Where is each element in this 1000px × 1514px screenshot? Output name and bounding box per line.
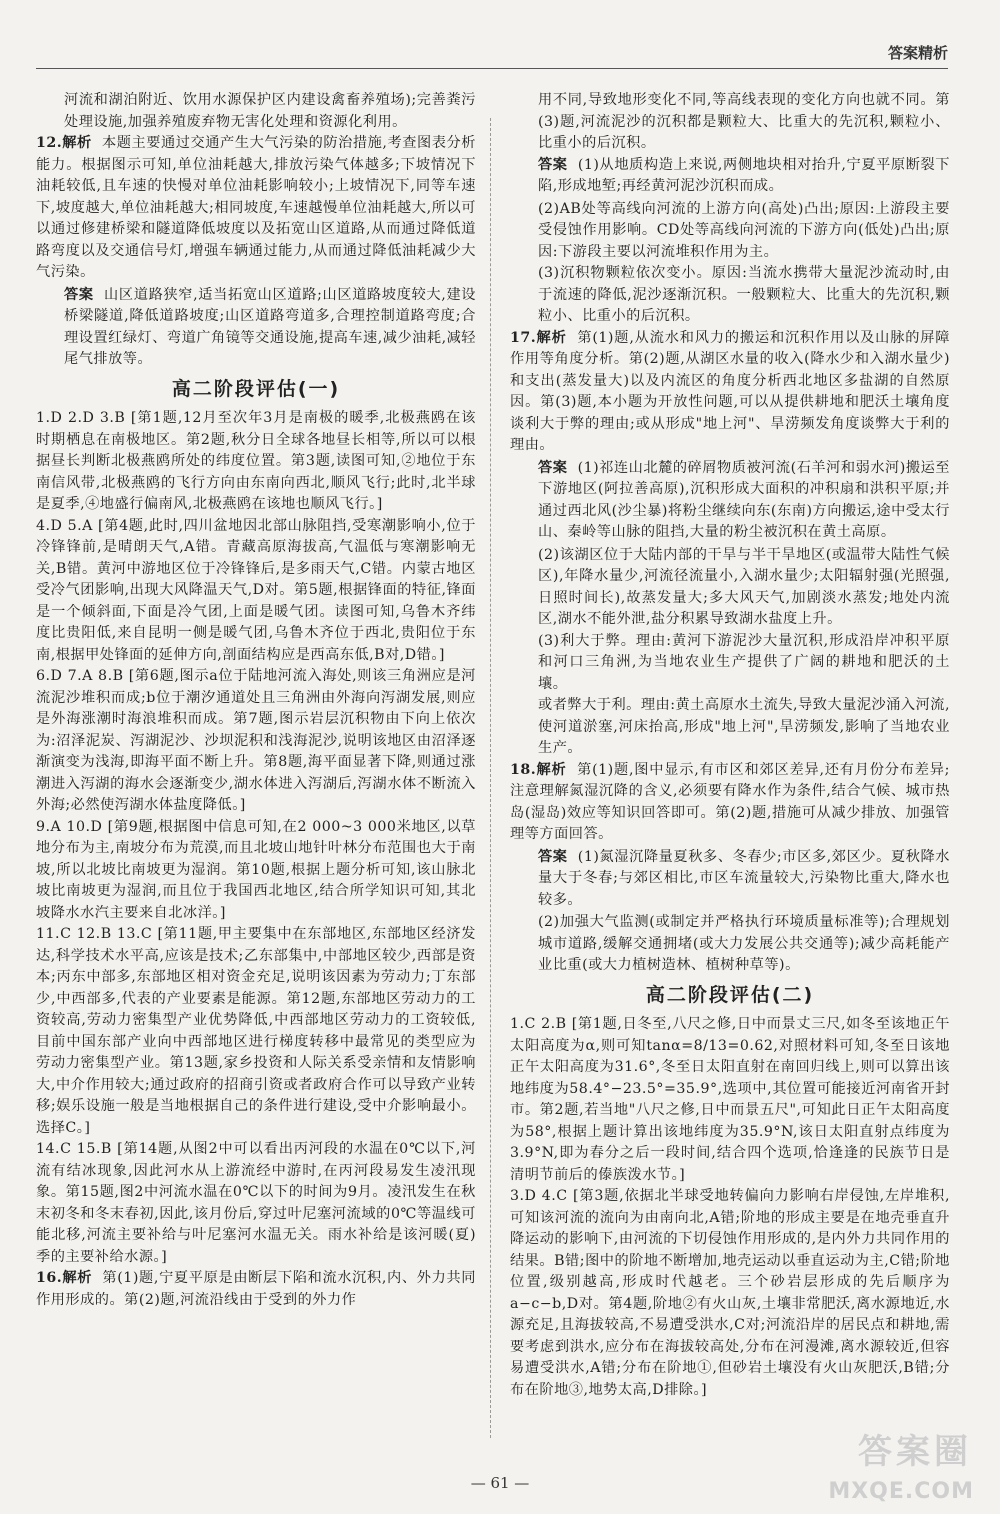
answer-group-6-8: 6.D 7.A 8.B [第6题,图示a位于陆地河流入海处,则该三角洲应是河流泥沙堆积而成;b位于潮汐通道处且三角洲由外海向泻湖发展,则应是外海涨潮时海浪堆积而成。第7题,图示岩层沉积物由下向上依次为:沼泽泥炭、泻湖泥沙、沙坝泥积和浅海泥沙,说明该地区由沼泽逐渐演变为浅海,即海平面不断上升。第8题,海平面显著下降,则通过涨潮进入泻湖的海水会逐渐变少,湖水体进入泻湖后,泻湖水体不断流入外海;必然使泻湖水体盐度降低。] <box>36 668 476 813</box>
answer-text: (1)从地质构造上来说,两侧地块相对抬升,宁夏平原断裂下陷,形成地堑;再经黄河泥沙沉积而成。 <box>538 156 950 194</box>
answer-group-9-10: 9.A 10.D [第9题,根据图中信息可知,在2 000~3 000米地区,以草地分布为主,南坡分布为荒漠,而且北坡山地针叶林分布范围也大于南坡,所以北坡比南坡更为湿润。第10题,根据上题分析可知,该山脉北坡比南坡更为湿润,而且位于我国西北地区,结合所学知识可知,其北坡降水水汽主要来自北冰洋。] <box>36 818 476 921</box>
answer-group-1-3: 1.D 2.D 3.B [第1题,12月至次年3月是南极的暖季,北极燕鸥在该时期栖息在南极地区。第2题,秋分日全球各地昼长相等,所以可以根据昼长判断北极燕鸥所处的纬度位置。第3题,读图可知,②地位于东南信风带,北极燕鸥的飞行方向由东南向西北,顺风飞行;此时,北半球是夏季,④地盛行偏南风,北极燕鸥在该地也顺风飞行。] <box>36 410 476 512</box>
answer-label: 答案 <box>538 459 568 476</box>
answer-16 <box>510 155 950 198</box>
answer-text: (1)祁连山北麓的碎屑物质被河流(石羊河和弱水河)搬运至下游地区(阿拉善高原),沉积形成大面积的冲积扇和洪积平原;并通过西北风(沙尘暴)将粉尘继续向东(东南)方向搬运,途中受太行山、秦岭等山脉的阻挡,大量的粉尘被沉积在黄土高原。 <box>538 459 950 540</box>
answer-group-4-5: 4.D 5.A [第4题,此时,四川盆地因北部山脉阻挡,受寒潮影响小,位于冷锋锋前,是晴朗天气,A错。青藏高原海拔高,气温低与寒潮影响无关,B错。黄河中游地区位于冷锋锋后,是多雨天气,C错。内蒙古地区受冷气团影响,出现大风降温天气,D对。第5题,根据锋面的特征,锋面是一个倾斜面,下面是冷气团,上面是暖气团。读图可知,乌鲁木齐纬度比贵阳低,来自昆明一侧是暖气团,乌鲁木齐位于西北,贵阳位于东南,根据甲处锋面的延伸方向,剖面结构应是西高东低,B对,D错。] <box>36 517 476 663</box>
question-number: 16. <box>36 1270 63 1286</box>
question-number: 12. <box>36 135 63 151</box>
analysis-text: 第(1)题,宁夏平原是由断层下陷和流水沉积,内、外力共同作用形成的。第(2)题,河流沿线由于受到的外力作 <box>36 1270 476 1308</box>
analysis-label: 解析 <box>62 135 92 151</box>
page-header <box>36 44 948 69</box>
analysis-text: 第(1)题,图中显示,有市区和郊区差异,还有月份分布差异;注意理解氮湿沉降的含义,必须要有降水作为条件,结合气候、城市热岛(湿岛)效应等知识回答即可。第(2)题,措施可从减少排放、加强管理等方面回答。 <box>510 761 950 842</box>
left-column <box>36 90 476 1312</box>
question-number: 17. <box>510 329 537 346</box>
intro-paragraph: 河流和湖泊附近、饮用水源保护区内建设禽畜养殖场);完善粪污处理设施,加强养殖废弃物无害化处理和资源化利用。 <box>64 92 476 130</box>
question-18 <box>510 760 950 846</box>
answer-text: (1)氮湿沉降量夏秋多、冬春少;市区多,郊区少。夏秋降水量大于冬春;与郊区相比,市区车流量较大,污染物比重大,降水也较多。 <box>538 848 950 908</box>
answer-label: 答案 <box>64 286 94 303</box>
question-17 <box>510 328 950 457</box>
answer-group-3-4: 3.D 4.C [第3题,依据北半球受地转偏向力影响右岸侵蚀,左岸堆积,可知该河流的流向为由南向北,A错;阶地的形成主要是在地壳垂直升降运动的影响下,由河流的下切侵蚀作用形成的,是内外力共同作用的结果。B错;图中的阶地不断增加,地壳运动以垂直运动为主,C错;阶地位置,级别越高,形成时代越老。三个砂岩层形成的先后顺序为a−c−b,D对。第4题,阶地②有火山灰,土壤非常肥沃,离水源地近,水源充足,且海拔较高,不易遭受洪水,C对;河流沿岸的居民点和耕地,需要考虑到洪水,应分布在海拔较高处,分布在河漫滩,离水源较近,但容易遭受洪水,A错;分布在阶地①,但砂岩土壤没有火山灰肥沃,B错;分布在阶地③,地势太高,D排除。] <box>510 1188 950 1398</box>
question-12 <box>36 133 476 284</box>
analysis-text: 第(1)题,从流水和风力的搬运和沉积作用以及山脉的屏障作用等角度分析。第(2)题,从湖区水量的收入(降水少和入湖水量少)和支出(蒸发量大)以及内流区的角度分析西北地区多盐湖的自然原因。第(3)题,本小题为开放性问题,可以从提供耕地和肥沃土壤角度谈利大于弊的理由;或从形成"地上河"、旱涝频发角度谈弊大于利的理由。 <box>510 329 950 453</box>
answer-18-part-2: (2)加强大气监测(或制定并严格执行环境质量标准等);合理规划城市道路,缓解交通拥堵(或大力发展公共交通等);减少高耗能产业比重(或大力植树造林、植树种草等)。 <box>538 914 950 973</box>
section-title-1: 高二阶段评估(一) <box>171 377 341 400</box>
answer-label: 答案 <box>538 848 568 865</box>
answer-17-part-4: 或者弊大于利。理由:黄土高原水土流失,导致大量泥沙涌入河流,使河道淤塞,河床抬高,形成"地上河",旱涝频发,影响了当地农业生产。 <box>538 697 950 756</box>
watermark-url: MXQE.COM <box>828 1479 974 1504</box>
answer-17-part-3: (3)利大于弊。理由:黄河下游泥沙大量沉积,形成沿岸冲积平原和河口三角洲,为当地农业生产提供了广阔的耕地和肥沃的土壤。 <box>538 632 950 692</box>
column-divider <box>490 118 491 1438</box>
page-number: — 61 — <box>470 1474 530 1492</box>
watermark-logo-text: 答案圈 <box>858 1432 972 1472</box>
analysis-label: 解析 <box>536 761 567 778</box>
answer-17 <box>510 458 950 544</box>
section-title-2: 高二阶段评估(二) <box>645 983 815 1006</box>
analysis-text: 本题主要通过交通产生大气污染的防治措施,考查图表分析能力。根据图示可知,单位油耗越大,排放污染气体越多;下坡情况下油耗较低,且车速的快慢对单位油耗影响较小;上坡情况下,同等车速下,坡度越大,单位油耗越大;相同坡度,车速越慢单位油耗越大,所以可以通过修建桥梁和隧道降低坡度以及拓宽山区道路,从而通过降低道路弯度以及交通信号灯,增强车辆通过能力,从而通过降低油耗减少大气污染。 <box>36 135 476 280</box>
answer-group-1-2: 1.C 2.B [第1题,日冬至,八尺之修,日中而景丈三尺,如冬至该地正午太阳高度为α,则可知tanα=8/13=0.62,对照材料可知,冬至日该地正午太阳高度为31.6°,冬至日太阳直射在南回归线上,则可以算出该地纬度为58.4°−23.5°=35.9°,选项中,其位置可能接近河南省开封市。第2题,若当地"八尺之修,日中而景五尺",可知此日正午太阳高度为58°,根据上题计算出该地纬度为35.9°N,该日太阳直射点纬度为3.9°N,即为春分之后一段时间,结合四个选项,恰逢逢的民族节日是清明节前后的傣族泼水节。] <box>510 1016 950 1183</box>
question-number: 18. <box>510 761 537 778</box>
right-column <box>510 90 950 1401</box>
answer-12 <box>36 285 476 371</box>
analysis-continued: 用不同,导致地形变化不同,等高线表现的变化方向也就不同。第(3)题,河流泥沙的沉积都是颗粒大、比重大的先沉积,颗粒小、比重小的后沉积。 <box>538 92 950 151</box>
analysis-label: 解析 <box>62 1270 93 1286</box>
header-title: 答案精析 <box>887 44 948 62</box>
answer-16-part-2: (2)AB处等高线向河流的上游方向(高处)凸出;原因:上游段主要受侵蚀作用影响。CD处等高线向河流的下游方向(低处)凸出;原因:下游段主要以河流堆积作用为主。 <box>538 200 950 260</box>
answer-17-part-2: (2)该湖区位于大陆内部的干旱与半干旱地区(或温带大陆性气候区),年降水量少,河流径流量小,入湖水量少;太阳辐射强(光照强,日照时间长),故蒸发量大;多大风天气,加剧淡水蒸发;地处内流区,湖水不能外泄,盐分积累导致湖水盐度上升。 <box>538 546 950 627</box>
analysis-label: 解析 <box>536 329 567 346</box>
answer-18 <box>510 847 950 912</box>
answer-16-part-3: (3)沉积物颗粒依次变小。原因:当流水携带大量泥沙流动时,由于流速的降低,泥沙逐渐沉积。一般颗粒大、比重大的先沉积,颗粒小、比重小的后沉积。 <box>538 265 950 324</box>
answer-label: 答案 <box>538 156 568 173</box>
answer-text: 山区道路狭窄,适当拓宽山区道路;山区道路坡度较大,建设桥梁隧道,降低道路坡度;山区道路弯道多,合理控制道路弯度;合理设置红绿灯、弯道广角镜等交通设施,提高车速,减少油耗,减轻尾气排放等。 <box>64 286 476 367</box>
site-watermark <box>792 1424 982 1504</box>
question-16 <box>36 1268 476 1311</box>
answer-group-14-15: 14.C 15.B [第14题,从图2中可以看出丙河段的水温在0℃以下,河流有结冰现象,因此河水从上游流经中游时,在丙河段易发生凌汛现象。第15题,图2中河流水温在0℃以下的时间为9月。凌汛发生在秋末初冬和冬末春初,因此,该月份后,穿过叶尼塞河流域的0℃等温线可能北移,河流主要补给与叶尼塞河水温无关。雨水补给是该河暖(夏)季的主要补给水源。] <box>36 1141 476 1265</box>
answer-group-11-13: 11.C 12.B 13.C [第11题,甲主要集中在东部地区,东部地区经济发达,科学技术水平高,应该是技术;乙东部集中,中部地区较少,西部是资本;丙东中部多,东部地区相对资金充足,说明该因素为劳动力;丁东部少,中西部多,代表的产业要素是能源。第12题,东部地区劳动力的工资较高,劳动力密集型产业优势降低,中西部地区劳动力的工资较低,目前中国东部产业向中西部地区进行梯度转移中最常见的类型应为劳动力密集型产业。第13题,家乡投资和人际关系受亲情和友情影响大,中介作用较大;通过政府的招商引资或者政府合作可以导致产业转移;娱乐设施一般是当地根据自己的条件进行建设,受中介影响最小。选择C。] <box>36 926 476 1136</box>
